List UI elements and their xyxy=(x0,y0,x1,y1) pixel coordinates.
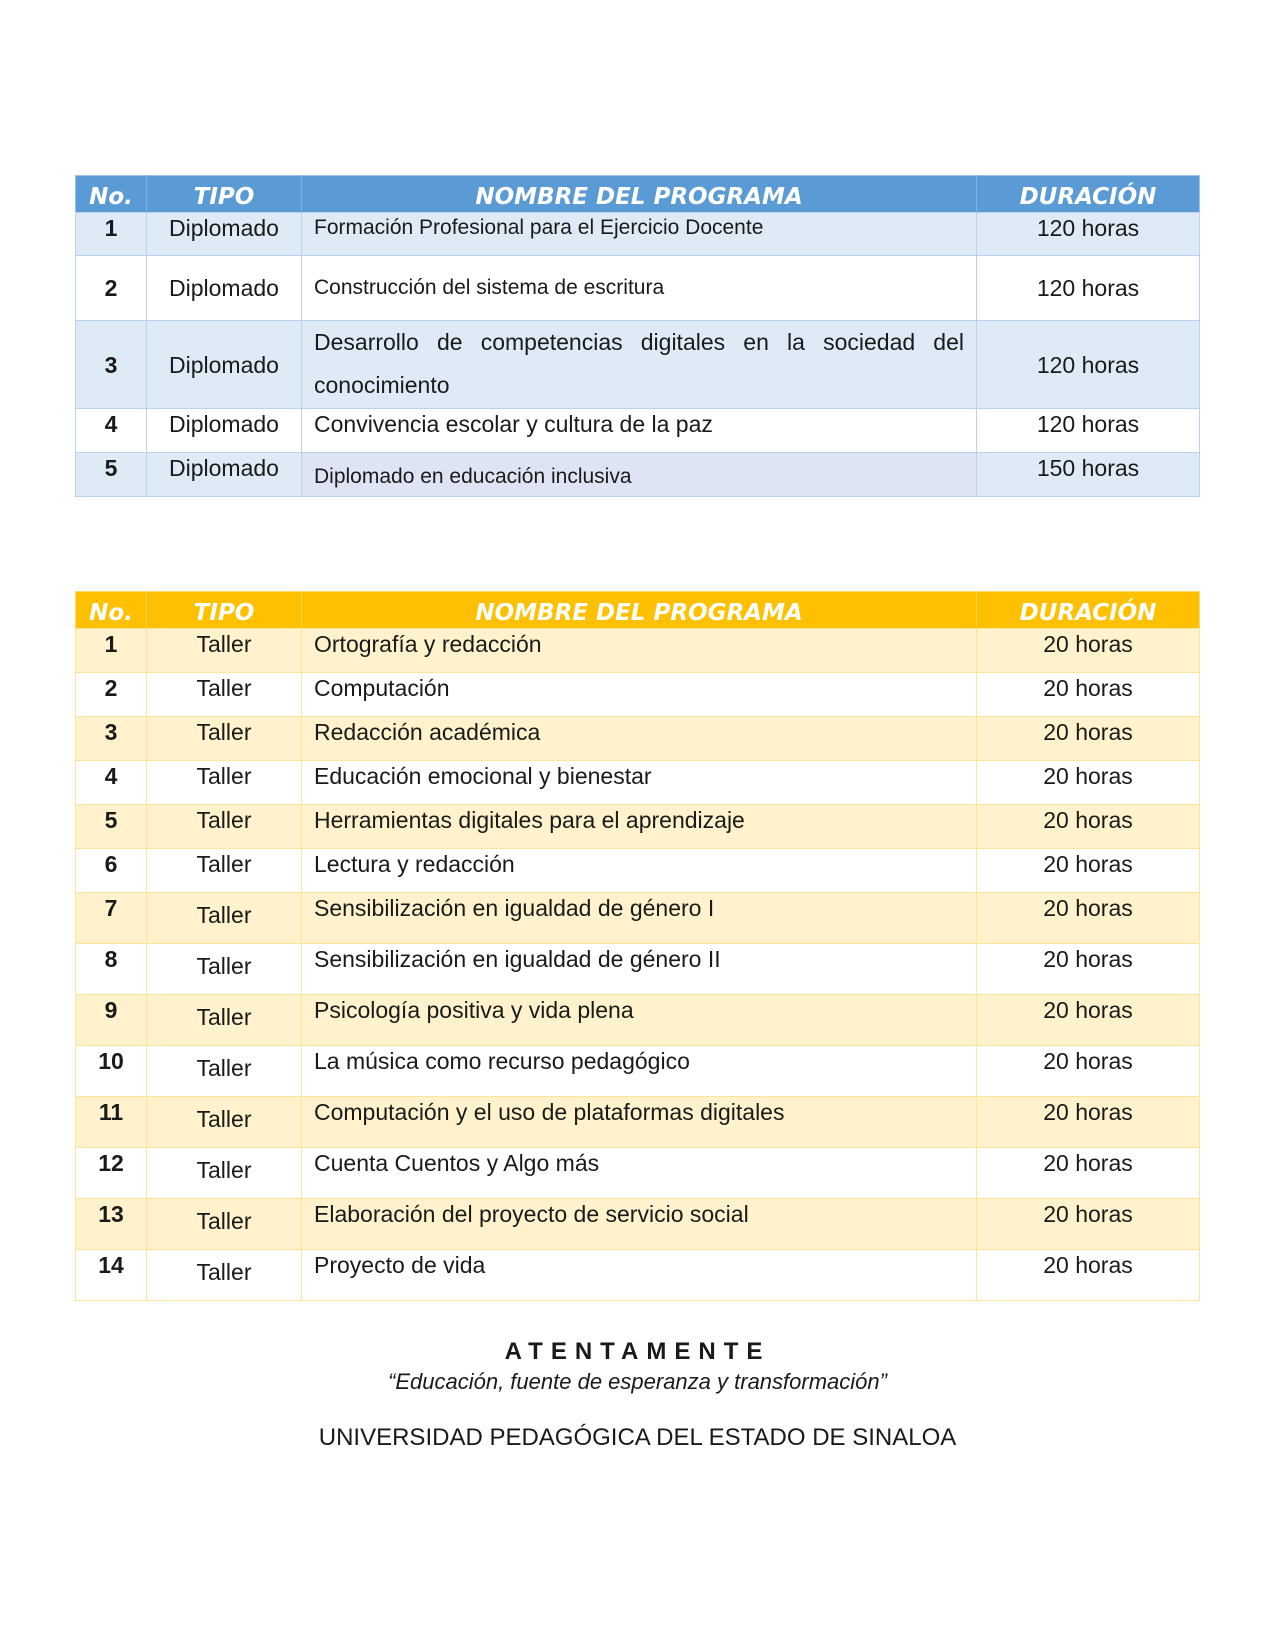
cell-no: 12 xyxy=(76,1148,147,1199)
table-header-row xyxy=(76,176,1200,213)
cell-duracion: 20 horas xyxy=(977,1148,1200,1199)
cell-tipo: Taller xyxy=(147,761,302,805)
cell-nombre: Formación Profesional para el Ejercicio Docente xyxy=(302,213,977,256)
cell-duracion: 20 horas xyxy=(977,629,1200,673)
header-no: No. xyxy=(76,176,147,213)
cell-tipo: Diplomado xyxy=(147,409,302,453)
cell-nombre: Educación emocional y bienestar xyxy=(302,761,977,805)
table-row xyxy=(76,849,1200,893)
table-row xyxy=(76,629,1200,673)
cell-duracion: 150 horas xyxy=(977,453,1200,497)
cell-nombre: Elaboración del proyecto de servicio social xyxy=(302,1199,977,1250)
cell-no: 3 xyxy=(76,321,147,409)
cell-duracion: 120 horas xyxy=(977,213,1200,256)
talleres-table xyxy=(75,591,1200,1301)
table-header-row xyxy=(76,592,1200,629)
cell-nombre: Desarrollo de competencias digitales en la sociedad del conocimiento xyxy=(302,321,977,409)
table-row xyxy=(76,673,1200,717)
cell-nombre: La música como recurso pedagógico xyxy=(302,1046,977,1097)
cell-duracion: 20 horas xyxy=(977,761,1200,805)
cell-duracion: 20 horas xyxy=(977,849,1200,893)
cell-no: 4 xyxy=(76,761,147,805)
cell-tipo: Taller xyxy=(147,1046,302,1097)
cell-duracion: 20 horas xyxy=(977,944,1200,995)
cell-tipo: Taller xyxy=(147,1097,302,1148)
cell-no: 9 xyxy=(76,995,147,1046)
cell-no: 1 xyxy=(76,213,147,256)
table-row xyxy=(76,213,1200,256)
table-row xyxy=(76,944,1200,995)
cell-tipo: Taller xyxy=(147,1148,302,1199)
table-row xyxy=(76,1250,1200,1301)
cell-duracion: 20 horas xyxy=(977,805,1200,849)
cell-tipo: Taller xyxy=(147,805,302,849)
cell-nombre: Ortografía y redacción xyxy=(302,629,977,673)
cell-no: 10 xyxy=(76,1046,147,1097)
cell-tipo: Diplomado xyxy=(147,256,302,321)
cell-no: 13 xyxy=(76,1199,147,1250)
cell-tipo: Taller xyxy=(147,849,302,893)
header-nombre: NOMBRE DEL PROGRAMA xyxy=(302,176,977,213)
cell-nombre: Cuenta Cuentos y Algo más xyxy=(302,1148,977,1199)
cell-tipo: Taller xyxy=(147,1199,302,1250)
header-tipo: TIPO xyxy=(147,176,302,213)
cell-tipo: Taller xyxy=(147,995,302,1046)
cell-no: 14 xyxy=(76,1250,147,1301)
cell-tipo: Taller xyxy=(147,1250,302,1301)
cell-tipo: Diplomado xyxy=(147,321,302,409)
cell-no: 5 xyxy=(76,453,147,497)
table-row xyxy=(76,256,1200,321)
table-row xyxy=(76,409,1200,453)
cell-nombre: Computación xyxy=(302,673,977,717)
cell-no: 2 xyxy=(76,673,147,717)
cell-no: 1 xyxy=(76,629,147,673)
cell-duracion: 20 horas xyxy=(977,995,1200,1046)
header-duracion: DURACIÓN xyxy=(977,592,1200,629)
cell-tipo: Diplomado xyxy=(147,453,302,497)
cell-tipo: Taller xyxy=(147,629,302,673)
cell-tipo: Taller xyxy=(147,673,302,717)
cell-duracion: 120 horas xyxy=(977,256,1200,321)
cell-nombre: Herramientas digitales para el aprendizaje xyxy=(302,805,977,849)
table-row xyxy=(76,1097,1200,1148)
table-row xyxy=(76,717,1200,761)
cell-nombre: Convivencia escolar y cultura de la paz xyxy=(302,409,977,453)
cell-nombre: Construcción del sistema de escritura xyxy=(302,256,977,321)
cell-no: 11 xyxy=(76,1097,147,1148)
table-row xyxy=(76,321,1200,409)
cell-duracion: 20 horas xyxy=(977,1046,1200,1097)
cell-no: 4 xyxy=(76,409,147,453)
table-row xyxy=(76,1148,1200,1199)
diplomados-table xyxy=(75,175,1200,497)
cell-no: 7 xyxy=(76,893,147,944)
cell-duracion: 20 horas xyxy=(977,717,1200,761)
cell-duracion: 20 horas xyxy=(977,893,1200,944)
cell-nombre: Sensibilización en igualdad de género II xyxy=(302,944,977,995)
cell-duracion: 20 horas xyxy=(977,1199,1200,1250)
header-nombre: NOMBRE DEL PROGRAMA xyxy=(302,592,977,629)
cell-duracion: 20 horas xyxy=(977,1250,1200,1301)
cell-no: 3 xyxy=(76,717,147,761)
cell-duracion: 20 horas xyxy=(977,673,1200,717)
cell-no: 8 xyxy=(76,944,147,995)
cell-no: 5 xyxy=(76,805,147,849)
cell-nombre: Redacción académica xyxy=(302,717,977,761)
cell-duracion: 120 horas xyxy=(977,409,1200,453)
cell-tipo: Taller xyxy=(147,944,302,995)
cell-no: 6 xyxy=(76,849,147,893)
header-duracion: DURACIÓN xyxy=(977,176,1200,213)
cell-nombre: Sensibilización en igualdad de género I xyxy=(302,893,977,944)
cell-nombre: Diplomado en educación inclusiva xyxy=(302,453,977,497)
cell-duracion: 20 horas xyxy=(977,1097,1200,1148)
cell-no: 2 xyxy=(76,256,147,321)
closing-atentamente: ATENTAMENTE xyxy=(504,1338,771,1365)
cell-nombre: Proyecto de vida xyxy=(302,1250,977,1301)
header-no: No. xyxy=(76,592,147,629)
closing-university: UNIVERSIDAD PEDAGÓGICA DEL ESTADO DE SINALOA xyxy=(318,1424,957,1451)
table-row xyxy=(76,453,1200,497)
cell-tipo: Taller xyxy=(147,893,302,944)
header-tipo: TIPO xyxy=(147,592,302,629)
table-row xyxy=(76,893,1200,944)
closing-motto: “Educación, fuente de esperanza y transformación” xyxy=(388,1369,887,1394)
table-row xyxy=(76,1199,1200,1250)
cell-tipo: Diplomado xyxy=(147,213,302,256)
table-row xyxy=(76,761,1200,805)
cell-tipo: Taller xyxy=(147,717,302,761)
cell-duracion: 120 horas xyxy=(977,321,1200,409)
table-row xyxy=(76,1046,1200,1097)
cell-nombre: Computación y el uso de plataformas digitales xyxy=(302,1097,977,1148)
cell-nombre: Lectura y redacción xyxy=(302,849,977,893)
table-row xyxy=(76,995,1200,1046)
cell-nombre: Psicología positiva y vida plena xyxy=(302,995,977,1046)
table-row xyxy=(76,805,1200,849)
